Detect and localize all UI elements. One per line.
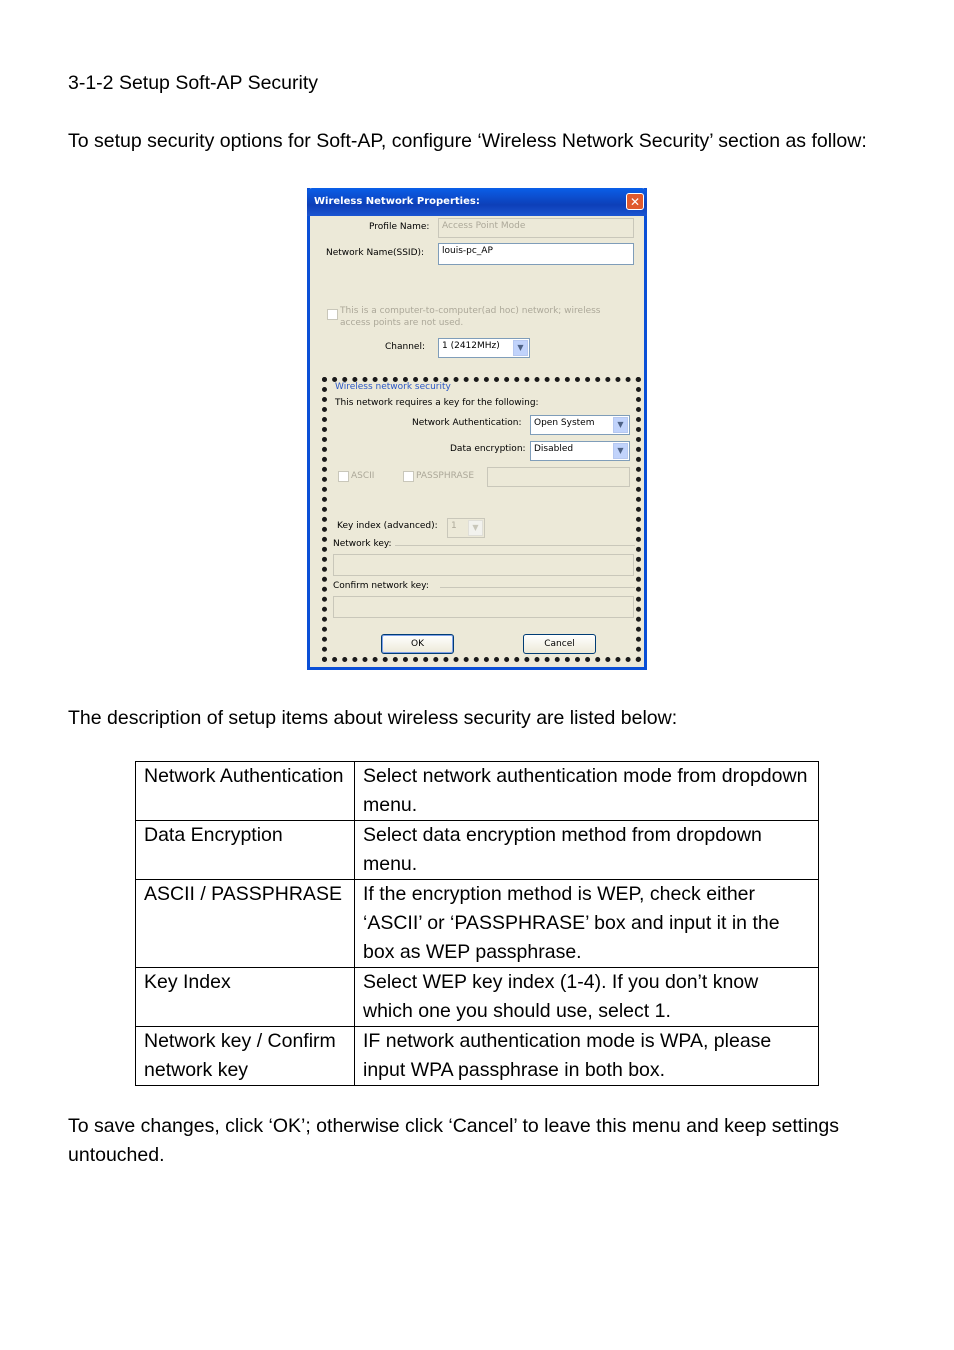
channel-select[interactable] <box>438 338 530 358</box>
wireless-network-properties-dialog <box>307 188 647 670</box>
ok-button[interactable]: OK <box>381 634 454 654</box>
close-button[interactable] <box>626 193 644 210</box>
ascii-label: ASCII <box>351 471 375 481</box>
network-key-label: Network key: <box>333 539 392 549</box>
requires-key-text: This network requires a key for the following: <box>335 398 539 408</box>
table-cell-item: Data Encryption <box>136 821 355 880</box>
table-cell-item: ASCII / PASSPHRASE <box>136 880 355 968</box>
dialog-title: Wireless Network Properties: <box>314 196 480 207</box>
table-cell-item: Network key / Confirm network key <box>136 1027 355 1086</box>
encryption-select[interactable] <box>530 441 630 461</box>
table-row <box>136 880 819 968</box>
auth-select[interactable] <box>530 415 630 435</box>
table-row <box>136 821 819 880</box>
adhoc-checkbox <box>327 309 338 320</box>
key-index-select[interactable] <box>447 518 485 538</box>
cancel-button[interactable]: Cancel <box>523 634 596 654</box>
chevron-down-icon: ▼ <box>513 340 528 356</box>
settings-description-table <box>135 761 819 1086</box>
encryption-value: Disabled <box>534 444 574 454</box>
ssid-label: Network Name(SSID): <box>326 248 425 258</box>
chevron-down-icon: ▼ <box>468 520 483 536</box>
table-row <box>136 762 819 821</box>
table-cell-description: If the encryption method is WEP, check either ‘ASCII’ or ‘PASSPHRASE’ box and input it in the box as WEP passphrase. <box>355 880 819 968</box>
confirm-key-input[interactable] <box>333 596 634 618</box>
chevron-down-icon: ▼ <box>613 443 628 459</box>
auth-label: Network Authentication: <box>412 418 522 428</box>
auth-value: Open System <box>534 418 595 428</box>
key-index-value: 1 <box>451 521 457 531</box>
confirm-key-label: Confirm network key: <box>333 581 429 591</box>
key-index-label: Key index (advanced): <box>337 521 438 531</box>
channel-value: 1 (2412MHz) <box>442 341 500 351</box>
table-row <box>136 1027 819 1086</box>
network-key-input[interactable] <box>333 554 634 576</box>
table-cell-description: Select network authentication mode from dropdown menu. <box>355 762 819 821</box>
table-row <box>136 968 819 1027</box>
table-cell-item: Key Index <box>136 968 355 1027</box>
table-cell-description: Select WEP key index (1-4). If you don’t know which one you should use, select 1. <box>355 968 819 1027</box>
encryption-label: Data encryption: <box>450 444 526 454</box>
security-group-title: Wireless network security <box>335 382 451 392</box>
ssid-input[interactable]: louis-pc_AP <box>438 243 634 265</box>
outro-paragraph: To save changes, click ‘OK’; otherwise click ‘Cancel’ to leave this menu and keep settings untouched. <box>68 1115 839 1166</box>
passphrase-checkbox[interactable] <box>403 471 414 482</box>
profile-name-input: Access Point Mode <box>438 218 634 238</box>
profile-name-label: Profile Name: <box>369 222 430 232</box>
ascii-checkbox[interactable] <box>338 471 349 482</box>
passphrase-label: PASSPHRASE <box>416 471 475 481</box>
separator <box>395 545 635 546</box>
description-intro: The description of setup items about wireless security are listed below: <box>68 707 678 729</box>
section-heading: 3-1-2 Setup Soft-AP Security <box>68 72 319 94</box>
chevron-down-icon: ▼ <box>613 417 628 433</box>
intro-paragraph: To setup security options for Soft-AP, configure ‘Wireless Network Security’ section as follow: <box>68 130 867 152</box>
dialog-titlebar <box>307 188 647 216</box>
table-cell-item: Network Authentication <box>136 762 355 821</box>
channel-label: Channel: <box>385 342 425 352</box>
table-cell-description: Select data encryption method from dropdown menu. <box>355 821 819 880</box>
table-cell-description: IF network authentication mode is WPA, please input WPA passphrase in both box. <box>355 1027 819 1086</box>
adhoc-text: This is a computer-to-computer(ad hoc) network; wireless access points are not used. <box>340 306 601 328</box>
close-icon: ✕ <box>629 195 641 209</box>
separator <box>440 587 635 588</box>
passphrase-input[interactable] <box>487 467 630 487</box>
